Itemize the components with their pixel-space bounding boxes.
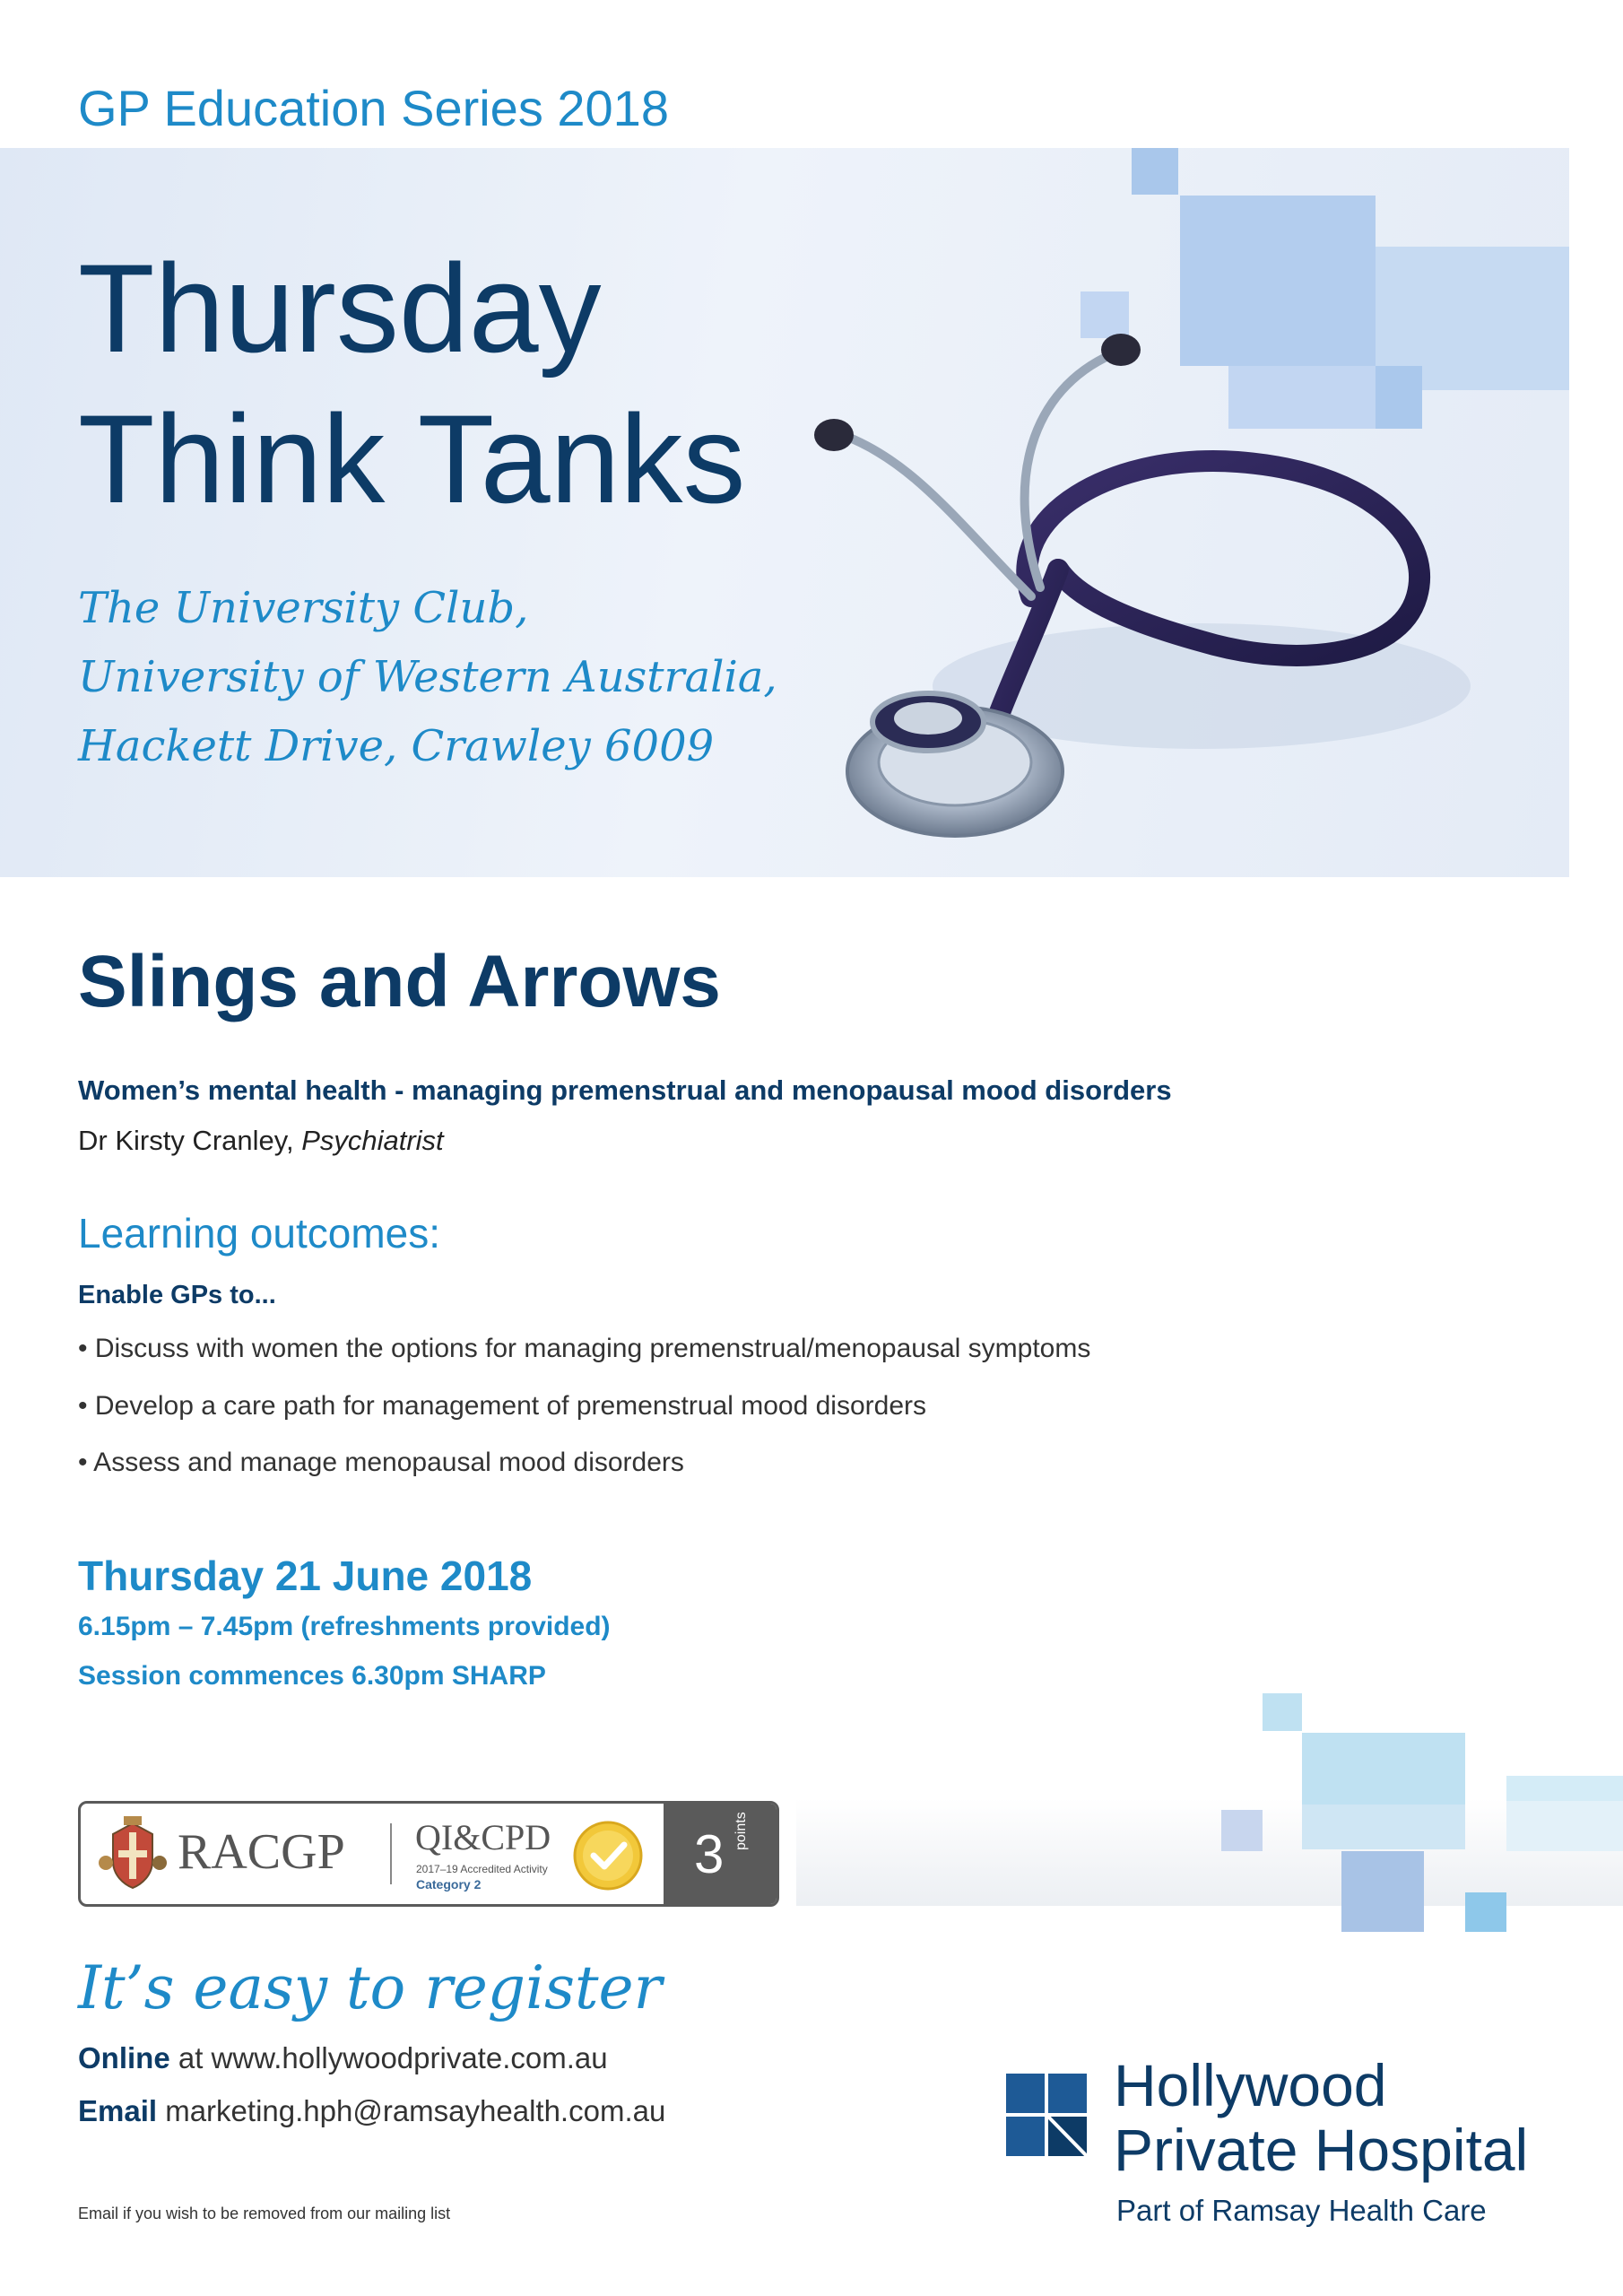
unsubscribe-note: Email if you wish to be removed from our mailing list (78, 2205, 451, 2222)
activity-label: 2017–19 Accredited Activity (416, 1863, 548, 1875)
coat-of-arms-icon (97, 1816, 169, 1893)
event-date: Thursday 21 June 2018 (78, 1552, 533, 1599)
racgp-accreditation-badge (78, 1801, 779, 1907)
hollywood-logo-icon (1006, 2074, 1087, 2156)
title-line: Thursday (78, 238, 602, 378)
register-email (78, 2094, 665, 2128)
deco-square (1263, 1693, 1302, 1731)
points-label: points (733, 1812, 749, 1850)
learning-item: • Assess and manage menopausal mood disorders (78, 1448, 684, 1477)
register-heading: It’s easy to register (78, 1953, 663, 2022)
check-seal-icon (572, 1820, 644, 1892)
register-online (78, 2041, 608, 2075)
email-label: Email (78, 2094, 158, 2127)
badge-divider (390, 1823, 392, 1884)
venue-address (78, 574, 777, 781)
deco-square (1465, 1892, 1506, 1932)
logo-name: Hollywood (1114, 2052, 1387, 2118)
deco-square (1302, 1805, 1465, 1849)
online-label: Online (78, 2041, 170, 2074)
email-address[interactable]: marketing.hph@ramsayhealth.com.au (157, 2094, 666, 2127)
speaker-name: Dr Kirsty Cranley, (78, 1125, 302, 1156)
deco-square (1506, 1801, 1623, 1851)
racgp-wordmark: RACGP (178, 1824, 345, 1880)
deco-square (1302, 1733, 1465, 1805)
event-heading: Slings and Arrows (78, 941, 721, 1022)
venue-line: Hackett Drive, Crawley 6009 (78, 721, 715, 771)
deco-square (1132, 148, 1178, 195)
venue-line: The University Club, (78, 583, 529, 633)
talk-title: Women’s mental health - managing premenstrual and menopausal mood disorders (78, 1074, 1172, 1106)
qicpd-label: QI&CPD (415, 1817, 551, 1857)
stethoscope-illustration (735, 300, 1488, 874)
category-label: Category 2 (416, 1877, 482, 1892)
session-start: Session commences 6.30pm SHARP (78, 1661, 546, 1691)
venue-line: University of Western Australia, (78, 652, 777, 702)
deco-square (1221, 1810, 1263, 1851)
event-time: 6.15pm – 7.45pm (refreshments provided) (78, 1612, 611, 1641)
learning-intro: Enable GPs to... (78, 1281, 276, 1309)
hero-title (78, 233, 745, 535)
deco-strip (796, 1798, 1623, 1906)
online-url[interactable]: at www.hollywoodprivate.com.au (169, 2041, 608, 2074)
points-panel (664, 1804, 779, 1907)
speaker-role: Psychiatrist (301, 1125, 444, 1156)
deco-square (1506, 1776, 1623, 1801)
hero-banner (0, 148, 1569, 877)
title-line: Think Tanks (78, 388, 746, 529)
points-value: 3 (694, 1824, 725, 1884)
learning-item: • Discuss with women the options for managing premenstrual/menopausal symptoms (78, 1334, 1091, 1363)
logo-subtitle: Part of Ramsay Health Care (1116, 2194, 1487, 2227)
deco-square (1341, 1851, 1424, 1932)
series-title: GP Education Series 2018 (78, 80, 669, 136)
speaker (78, 1125, 444, 1157)
learning-item: • Develop a care path for management of premenstrual mood disorders (78, 1391, 926, 1421)
logo-name: Private Hospital (1114, 2117, 1529, 2183)
learning-heading: Learning outcomes: (78, 1210, 441, 1257)
